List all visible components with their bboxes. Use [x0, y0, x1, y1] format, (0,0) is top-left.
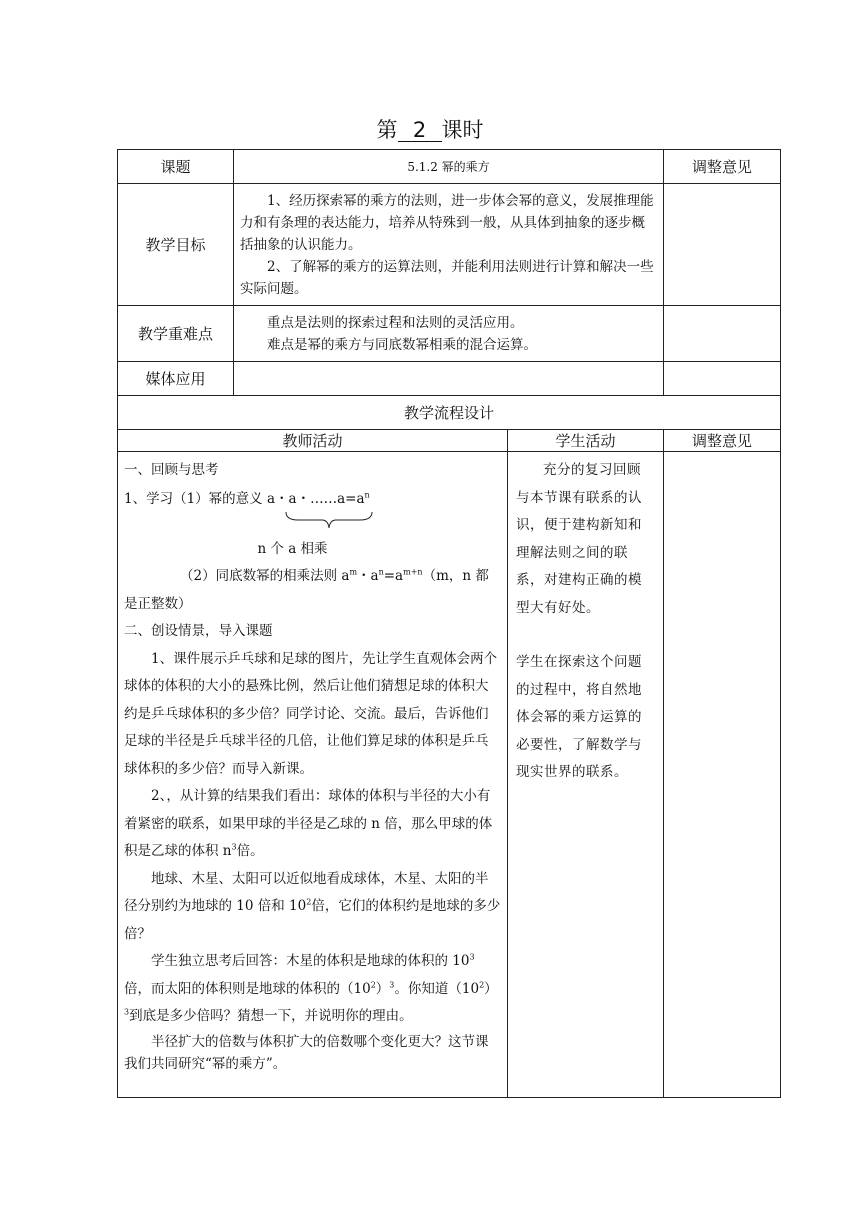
student-activity: 充分的复习回顾与本节课有联系的认识，便于建构新知和理解法则之间的联系，对建构正确的模型大有好处。 学生在探索这个问题的过程中，将自然地体会幂的乘方运算的必要性，了解数学与现实世界的联系。 [508, 452, 664, 1098]
keypoints-label: 教学重难点 [118, 306, 234, 362]
topic-label: 课题 [118, 150, 234, 184]
goals-label: 教学目标 [118, 184, 234, 306]
media-content [234, 362, 664, 396]
flow-adjust [664, 452, 781, 1098]
lesson-number: 2 [398, 119, 442, 142]
keypoints-content: 重点是法则的探索过程和法则的灵活应用。 难点是幂的乘方与同底数幂相乘的混合运算。 [234, 306, 664, 362]
goals-content: 1、经历探索幂的乘方的法则，进一步体会幂的意义，发展推理能力和有条理的表达能力，培养从特殊到一般，从具体到抽象的逐步概括抽象的认识能力。 2、了解幂的乘方的运算法则，并能利用法则进行计算和解决一些实际问题。 [234, 184, 664, 306]
teacher-activity: 一、回顾与思考 1、学习（1）幂的意义 a・a・$\dots\dots a=a^n$ n 个 a 相乘 （2）同底数幂的相乘法则 $a^m$・$a^n=a^{m+n}(m$，n 都 是正整数） 二、创设情景，导入课题 1、课件展示乒乓球和足球的图片，先让学生直观体会两个球体的体积的大小的悬殊比例，然后让他们猜想足球的体积大约是乒乓球体积的多少倍？同学讨论、交流。最后，告诉他们足球的半径是乒乓球半径的几倍，让他们算足球的体积是乒乓球体积的多少倍？而导入新课。 2、，从计算的结果我们看出：球体的体积与半径的大小有着紧密的联系，如果甲球的半径是乙球的 n 倍，那么甲球的体积是乙球的体积 $n^3$倍。 地球、木星、太阳可以近似地看成球体，木星、太阳的半径分别约为地球的 10 倍和 $10^2$倍，它们的体积约是地球的多少倍？ 学生独立思考后回答：木星的体积是地球的体积的 $10^3$倍，而太阳的体积则是地球的体积的$(10^2)^3$。你知道$(10^2)^3$到底是多少倍吗？猜想一下，并说明你的理由。 半径扩大的倍数与体积扩大的倍数哪个变化更大？这节课我们共同研究“幂的乘方”。 [118, 452, 508, 1098]
col-adjust: 调整意见 [664, 430, 781, 452]
col-student: 学生活动 [508, 430, 664, 452]
curly-brace-icon [284, 510, 374, 530]
media-adjust [664, 362, 781, 396]
keypoints-adjust [664, 306, 781, 362]
brace-mark [124, 510, 501, 530]
page-title: 第 2 课时 [376, 118, 484, 142]
flow-title: 教学流程设计 [118, 396, 781, 430]
col-teacher: 教师活动 [118, 430, 508, 452]
topic-value: 5.1.2 幂的乘方 [234, 150, 664, 184]
goals-adjust [664, 184, 781, 306]
media-label: 媒体应用 [118, 362, 234, 396]
adjust-label: 调整意见 [664, 150, 781, 184]
lesson-plan-table [117, 149, 781, 1098]
